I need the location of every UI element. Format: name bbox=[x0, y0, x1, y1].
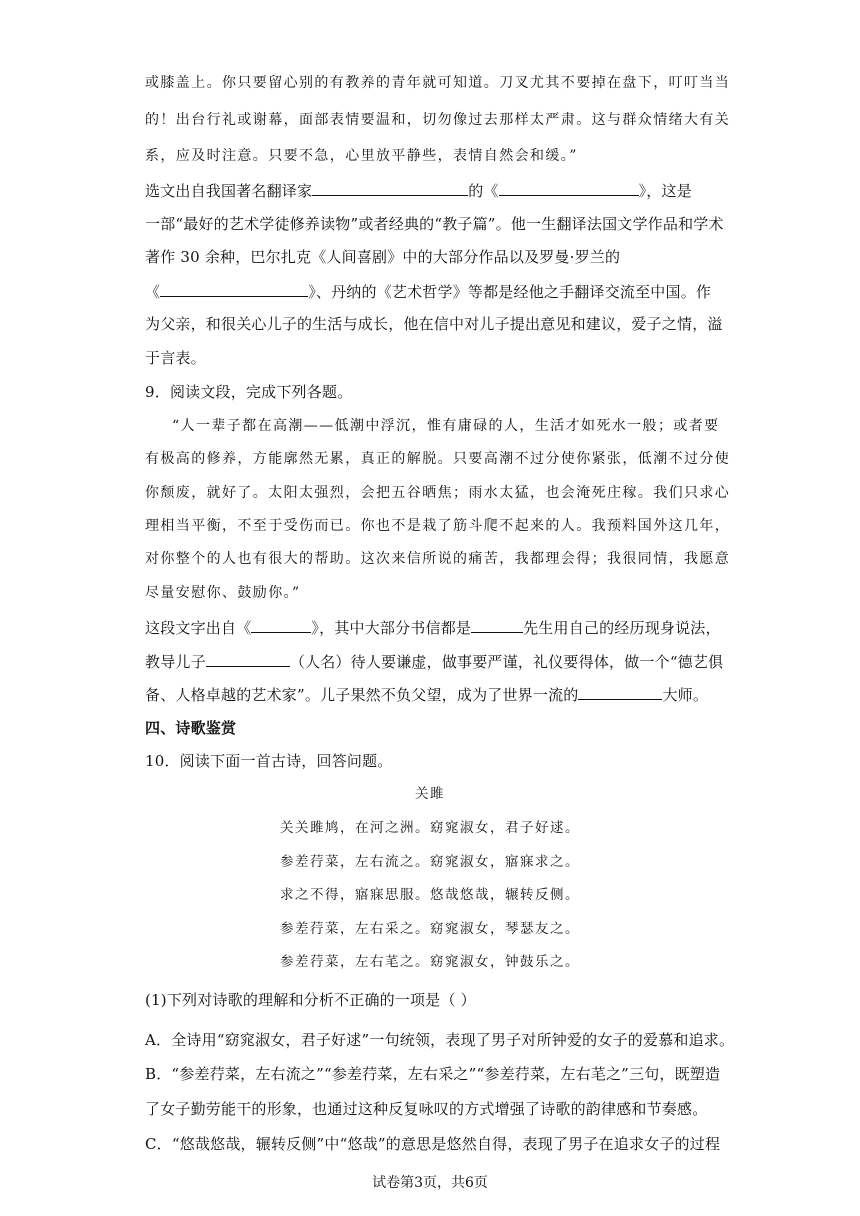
poem-line: 参差荇菜，左右采之。窈窕淑女，琴瑟友之。 bbox=[280, 921, 580, 937]
answer-blank[interactable] bbox=[499, 180, 639, 196]
q8-line: 著作 30 余种，巴尔扎克《人间喜剧》中的大部分作品以及罗曼·罗兰的 bbox=[145, 248, 621, 266]
poem-title: 关雎 bbox=[415, 786, 445, 802]
passage-line: 尽量安慰你、鼓励你。” bbox=[145, 585, 301, 601]
section-title: 四、诗歌鉴赏 bbox=[145, 719, 237, 737]
q8-line: 一部“最好的艺术学徒修养读物”或者经典的“教子篇”。他一生翻译法国文学作品和学术 bbox=[145, 215, 724, 233]
passage-line: 对你整个的人也有很大的帮助。这次来信所说的痛苦，我都理会得；我很同情，我愿意 bbox=[145, 551, 731, 567]
q8-line: 选文出自我国著名翻译家 的《 》，这是 bbox=[145, 182, 692, 200]
answer-blank[interactable] bbox=[206, 651, 290, 667]
option-b-cont: 了女子勤劳能干的形象，也通过这种反复咏叹的方式增强了诗歌的韵律感和节奏感。 bbox=[145, 1100, 708, 1118]
poem-line: 参差荇菜，左右芼之。窈窕淑女，钟鼓乐之。 bbox=[280, 954, 580, 970]
sub-question: (1)下列对诗歌的理解和分析不正确的一项是（ ） bbox=[145, 991, 476, 1009]
q8-line: 《 》、丹纳的《艺术哲学》等都是经他之手翻译交流至中国。作 bbox=[145, 283, 712, 301]
poem-line: 关关雎鸠，在河之洲。窈窕淑女，君子好逑。 bbox=[280, 820, 580, 836]
passage-line: 系，应及时注意。只要不急，心里放平静些，表情自然会和缓。” bbox=[145, 148, 578, 164]
answer-blank[interactable] bbox=[251, 617, 311, 633]
q8-line: 为父亲，和很关心儿子的生活与成长，他在信中对儿子提出意见和建议，爱子之情，溢 bbox=[145, 315, 723, 333]
q8-line: 于言表。 bbox=[145, 349, 206, 367]
passage-line: 或膝盖上。你只要留心别的有教养的青年就可知道。刀叉尤其不要掉在盘下，叮叮当当 bbox=[145, 75, 731, 91]
passage-line: 的！出台行礼或谢幕，面部表情要温和，切勿像过去那样太严肃。这与群众情绪大有关 bbox=[145, 112, 731, 128]
passage-line: “人一辈子都在高潮——低潮中浮沉，惟有庸碌的人，生活才如死水一般；或者要 bbox=[172, 418, 720, 434]
question-heading: 9．阅读文段，完成下列各题。 bbox=[145, 383, 353, 401]
poem-line: 参差荇菜，左右流之。窈窕淑女，寤寐求之。 bbox=[280, 854, 580, 870]
poem-line: 求之不得，寤寐思服。悠哉悠哉，辗转反侧。 bbox=[280, 887, 580, 903]
answer-blank[interactable] bbox=[312, 180, 468, 196]
option-b: B．“参差荇菜，左右流之”“参差荇菜，左右采之”“参差荇菜，左右芼之”三句，既塑造 bbox=[145, 1065, 721, 1083]
passage-line: 你颓废，就好了。太阳太强烈，会把五谷晒焦；雨水太猛，也会淹死庄稼。我们只求心 bbox=[145, 485, 731, 501]
option-c: C．“悠哉悠哉，辗转反侧”中“悠哉”的意思是悠然自得，表现了男子在追求女子的过程 bbox=[145, 1135, 721, 1153]
q9-question-line: 备、人格卓越的艺术家”。儿子果然不负父望，成为了世界一流的 大师。 bbox=[145, 686, 709, 704]
passage-line: 有极高的修养，方能廓然无累，真正的解脱。只要高潮不过分使你紧张，低潮不过分使 bbox=[145, 451, 731, 467]
answer-blank[interactable] bbox=[471, 617, 523, 633]
q9-question-line: 教导儿子 （人名）待人要谦虚，做事要严谨，礼仪要得体，做一个“德艺俱 bbox=[145, 653, 724, 671]
q9-question-line: 这段文字出自《 》，其中大部分书信都是 先生用自己的经历现身说法， bbox=[145, 619, 721, 637]
option-a: A．全诗用“窈窕淑女，君子好逑”一句统领，表现了男子对所钟爱的女子的爱慕和追求。 bbox=[145, 1031, 735, 1049]
answer-blank[interactable] bbox=[578, 684, 662, 700]
question-heading: 10．阅读下面一首古诗，回答问题。 bbox=[145, 752, 393, 770]
answer-blank[interactable] bbox=[160, 281, 308, 297]
passage-line: 理相当平衡，不至于受伤而已。你也不是栽了筋斗爬不起来的人。我预料国外这几年， bbox=[145, 518, 731, 534]
page-footer: 试卷第3页，共6页 bbox=[372, 1175, 488, 1191]
